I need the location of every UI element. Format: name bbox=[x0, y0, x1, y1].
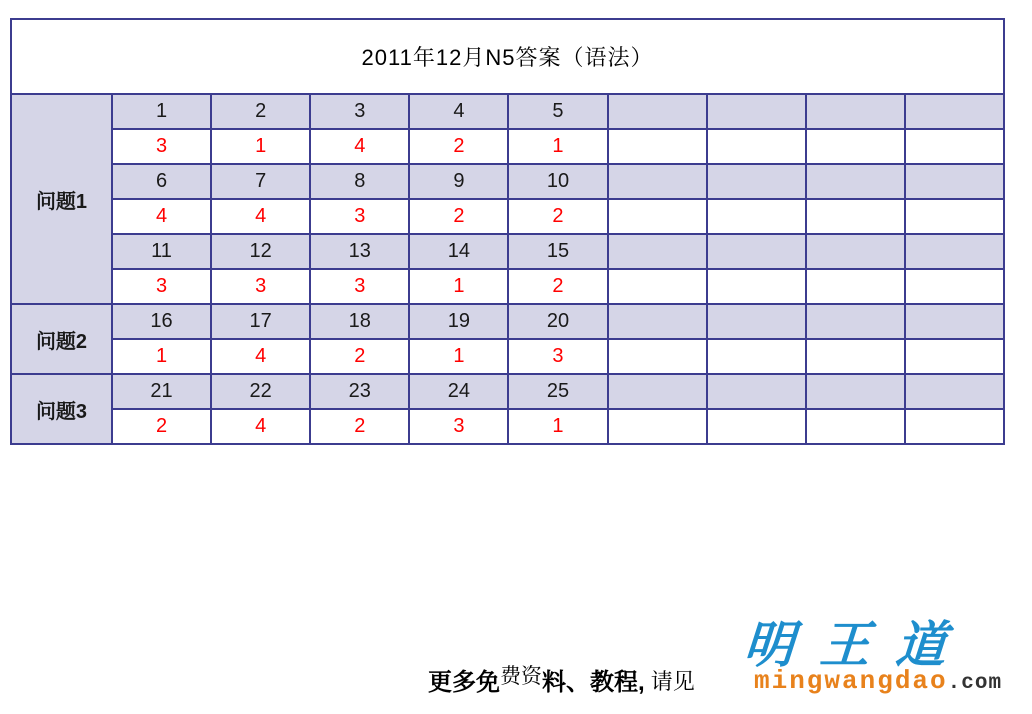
empty-cell bbox=[707, 304, 806, 339]
answer-cell: 1 bbox=[508, 129, 607, 164]
answer-cell: 3 bbox=[310, 199, 409, 234]
question-number-cell: 24 bbox=[409, 374, 508, 409]
empty-cell bbox=[608, 129, 707, 164]
question-number-cell: 10 bbox=[508, 164, 607, 199]
empty-cell bbox=[806, 164, 905, 199]
group-label-q2: 问题2 bbox=[11, 304, 112, 374]
question-number-cell: 8 bbox=[310, 164, 409, 199]
answer-cell: 2 bbox=[310, 409, 409, 444]
empty-cell bbox=[806, 199, 905, 234]
table-row bbox=[11, 94, 1004, 129]
table-row bbox=[11, 339, 1004, 374]
empty-cell bbox=[905, 374, 1004, 409]
empty-cell bbox=[707, 199, 806, 234]
promo-part-bold-2: 料、教程, bbox=[542, 669, 645, 696]
answer-cell: 1 bbox=[508, 409, 607, 444]
question-number-cell: 11 bbox=[112, 234, 211, 269]
empty-cell bbox=[905, 234, 1004, 269]
question-number-cell: 20 bbox=[508, 304, 607, 339]
empty-cell bbox=[707, 374, 806, 409]
empty-cell bbox=[806, 94, 905, 129]
question-number-cell: 23 bbox=[310, 374, 409, 409]
table-row bbox=[11, 234, 1004, 269]
empty-cell bbox=[608, 199, 707, 234]
empty-cell bbox=[806, 374, 905, 409]
table-row bbox=[11, 269, 1004, 304]
answer-cell: 4 bbox=[112, 199, 211, 234]
empty-cell bbox=[608, 409, 707, 444]
answer-cell: 3 bbox=[112, 129, 211, 164]
table-row bbox=[11, 374, 1004, 409]
empty-cell bbox=[806, 269, 905, 304]
empty-cell bbox=[608, 304, 707, 339]
promo-part-regular-2: 请见 bbox=[644, 669, 695, 694]
logo-domain-text: mingwangdao bbox=[754, 666, 948, 696]
table-row bbox=[11, 164, 1004, 199]
question-number-cell: 15 bbox=[508, 234, 607, 269]
empty-cell bbox=[608, 269, 707, 304]
title-row bbox=[11, 19, 1004, 94]
empty-cell bbox=[707, 129, 806, 164]
question-number-cell: 6 bbox=[112, 164, 211, 199]
question-number-cell: 2 bbox=[211, 94, 310, 129]
empty-cell bbox=[905, 304, 1004, 339]
answer-cell: 1 bbox=[409, 269, 508, 304]
empty-cell bbox=[707, 269, 806, 304]
empty-cell bbox=[905, 199, 1004, 234]
promo-part-bold-1: 更多免 bbox=[428, 669, 500, 696]
empty-cell bbox=[707, 234, 806, 269]
promo-text bbox=[428, 656, 695, 696]
empty-cell bbox=[905, 339, 1004, 374]
group-label-q1: 问题1 bbox=[11, 94, 112, 304]
answer-cell: 4 bbox=[310, 129, 409, 164]
answer-cell: 2 bbox=[409, 129, 508, 164]
question-number-cell: 13 bbox=[310, 234, 409, 269]
table-row bbox=[11, 199, 1004, 234]
answer-cell: 1 bbox=[211, 129, 310, 164]
empty-cell bbox=[608, 94, 707, 129]
question-number-cell: 14 bbox=[409, 234, 508, 269]
answers-table bbox=[10, 18, 1005, 445]
logo-chinese-wordmark: 明王道 bbox=[741, 617, 974, 673]
table-row bbox=[11, 129, 1004, 164]
empty-cell bbox=[905, 129, 1004, 164]
empty-cell bbox=[707, 409, 806, 444]
empty-cell bbox=[905, 164, 1004, 199]
logo-tld-text: .com bbox=[947, 672, 1003, 695]
question-number-cell: 19 bbox=[409, 304, 508, 339]
answer-cell: 3 bbox=[310, 269, 409, 304]
table-row bbox=[11, 304, 1004, 339]
table-title: 2011年12月N5答案（语法） bbox=[11, 19, 1004, 94]
empty-cell bbox=[905, 409, 1004, 444]
answer-cell: 2 bbox=[508, 199, 607, 234]
question-number-cell: 7 bbox=[211, 164, 310, 199]
answer-cell: 3 bbox=[112, 269, 211, 304]
empty-cell bbox=[806, 129, 905, 164]
group-label-q3: 问题3 bbox=[11, 374, 112, 444]
empty-cell bbox=[608, 164, 707, 199]
empty-cell bbox=[707, 339, 806, 374]
empty-cell bbox=[707, 164, 806, 199]
empty-cell bbox=[806, 234, 905, 269]
question-number-cell: 1 bbox=[112, 94, 211, 129]
answer-cell: 4 bbox=[211, 409, 310, 444]
question-number-cell: 4 bbox=[409, 94, 508, 129]
answer-cell: 3 bbox=[409, 409, 508, 444]
question-number-cell: 25 bbox=[508, 374, 607, 409]
answer-cell: 4 bbox=[211, 339, 310, 374]
question-number-cell: 5 bbox=[508, 94, 607, 129]
answer-cell: 2 bbox=[409, 199, 508, 234]
answer-cell: 2 bbox=[508, 269, 607, 304]
empty-cell bbox=[707, 94, 806, 129]
question-number-cell: 16 bbox=[112, 304, 211, 339]
answer-cell: 2 bbox=[112, 409, 211, 444]
empty-cell bbox=[905, 94, 1004, 129]
question-number-cell: 18 bbox=[310, 304, 409, 339]
empty-cell bbox=[806, 304, 905, 339]
answer-cell: 1 bbox=[409, 339, 508, 374]
empty-cell bbox=[608, 234, 707, 269]
answer-cell: 3 bbox=[211, 269, 310, 304]
answer-cell: 2 bbox=[310, 339, 409, 374]
question-number-cell: 22 bbox=[211, 374, 310, 409]
answer-cell: 1 bbox=[112, 339, 211, 374]
empty-cell bbox=[608, 339, 707, 374]
answer-cell: 4 bbox=[211, 199, 310, 234]
empty-cell bbox=[806, 409, 905, 444]
question-number-cell: 21 bbox=[112, 374, 211, 409]
question-number-cell: 9 bbox=[409, 164, 508, 199]
empty-cell bbox=[905, 269, 1004, 304]
promo-part-regular-1: 费资 bbox=[500, 665, 542, 688]
answer-cell: 3 bbox=[508, 339, 607, 374]
brand-logo bbox=[742, 618, 1018, 696]
empty-cell bbox=[608, 374, 707, 409]
question-number-cell: 3 bbox=[310, 94, 409, 129]
question-number-cell: 12 bbox=[211, 234, 310, 269]
table-row bbox=[11, 409, 1004, 444]
empty-cell bbox=[806, 339, 905, 374]
question-number-cell: 17 bbox=[211, 304, 310, 339]
